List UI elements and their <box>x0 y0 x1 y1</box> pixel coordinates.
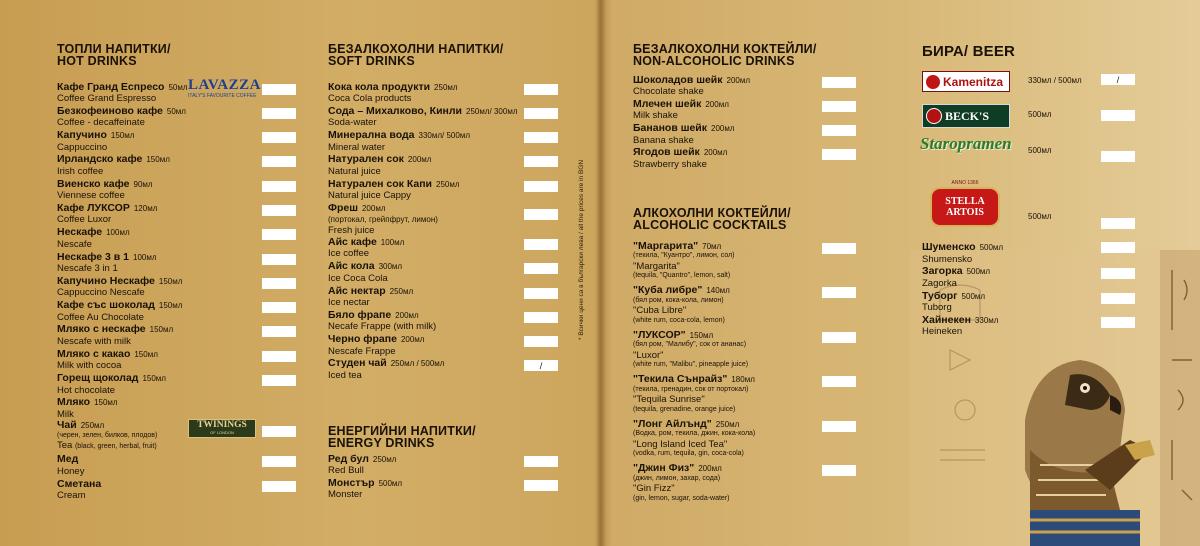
price-box[interactable] <box>1101 242 1135 253</box>
menu-item: Студен чай 250мл / 500мл Iced tea / <box>328 358 568 382</box>
menu-item: Капучино Нескафе 150мл Cappuccino Nescafe <box>57 276 307 300</box>
menu-item: Млечен шейк 200мл Milk shake <box>633 99 863 123</box>
hot-drinks-title <box>57 42 307 68</box>
prices-in-bgn-note: * Всички цени са в български лева / all the prices are in BGN <box>578 159 585 340</box>
menu-item: Шоколадов шейк 200мл Chocolate shake <box>633 75 863 99</box>
price-box[interactable] <box>524 84 558 95</box>
price-box[interactable] <box>262 456 296 467</box>
becks-volume: 500мл <box>1028 110 1052 119</box>
stella-artois-volume: 500мл <box>1028 212 1052 221</box>
menu-item: Бяло фрапе 200мл Necafe Frappe (with milk) <box>328 310 568 334</box>
price-box[interactable] <box>524 480 558 491</box>
price-box[interactable] <box>524 132 558 143</box>
cocktail-item: "Джин Физ" 200мл (джин, лимон, захар, сода) "Gin Fizz" (gin, lemon, sugar, soda-water) <box>633 463 863 508</box>
price-box[interactable] <box>262 481 296 492</box>
price-box[interactable] <box>262 302 296 313</box>
kamenitza-volume: 330мл / 500мл <box>1028 76 1082 85</box>
cocktail-item: "ЛУКСОР" 150мл (бял ром, "Малибу", сок от ананас) "Luxor" (white rum, "Malibu", pineapple juice) <box>633 330 863 375</box>
twinings-logo: TWININGS OF LONDON <box>188 419 256 438</box>
menu-item: Монстър 500мл Monster <box>328 478 568 502</box>
menu-item: Кока кола продукти 250мл Coca Cola products <box>328 82 568 106</box>
menu-item: Айс кола 300мл Ice Coca Cola <box>328 261 568 285</box>
price-box[interactable] <box>822 125 856 136</box>
menu-item: Минерална вода 330мл/ 500мл Mineral water <box>328 130 568 154</box>
menu-item: Туборг 500мл Tuborg <box>922 291 1142 315</box>
price-box[interactable] <box>822 243 856 254</box>
menu-item: Сметана Cream <box>57 479 307 503</box>
price-box[interactable] <box>822 376 856 387</box>
kamenitza-logo: Kamenitza <box>922 71 1010 92</box>
price-box[interactable] <box>262 229 296 240</box>
price-box[interactable] <box>262 181 296 192</box>
price-box[interactable] <box>262 375 296 386</box>
price-box[interactable] <box>524 156 558 167</box>
price-box[interactable] <box>1101 151 1135 162</box>
staropramen-logo: Staropramen <box>920 134 1012 153</box>
price-box[interactable] <box>822 287 856 298</box>
menu-item: Нескафе 100мл Nescafe <box>57 227 307 251</box>
menu-item: Горещ щоколад 150мл Hot chocolate <box>57 373 307 397</box>
hot-drinks-title-bg: ТОПЛИ НАПИТКИ/ <box>57 42 171 56</box>
menu-item: Кафе със шоколад 150мл Coffee Au Chocolate <box>57 300 307 324</box>
menu-item: Виенско кафе 90мл Viennese coffee <box>57 179 307 203</box>
menu-item: Нескафе 3 в 1 100мл Nescafe 3 in 1 <box>57 252 307 276</box>
price-box[interactable] <box>524 239 558 250</box>
staropramen-volume: 500мл <box>1028 146 1052 155</box>
menu-item: Кафе ЛУКСОР 120мл Coffee Luxor <box>57 203 307 227</box>
price-box[interactable] <box>1101 110 1135 121</box>
energy-drinks-section <box>328 424 568 502</box>
cocktail-item: "Маргарита" 70мл (текила, "Куантро", лимон, сол) "Margarita" (tequila, "Quantro", lemon, salt) <box>633 241 863 286</box>
stella-artois-logo: ANNO 1366 STELLA ARTOIS <box>924 180 1006 230</box>
price-box[interactable] <box>262 205 296 216</box>
menu-item: Мляко 150мл Milk <box>57 396 118 420</box>
cocktail-item: "Куба либре" 140мл (бял ром, кока-кола, лимон) "Cuba Libre" (white rum, coca-cola, lemon) <box>633 285 863 330</box>
menu-item: Натурален сок 200мл Natural juice <box>328 154 568 178</box>
price-box[interactable] <box>524 456 558 467</box>
price-box[interactable] <box>262 108 296 119</box>
cocktail-item: "Лонг Айлънд" 250мл (Водка, ром, текила, джин, кока-кола) "Long Island Iced Tea" (vodka, rum, tequila, gin, coca-cola) <box>633 419 863 464</box>
energy-drinks-title: ЕНЕРГИЙНИ НАПИТКИ/ ENERGY DRINKS <box>328 424 476 450</box>
menu-item: Мляко с какао 150мл Milk with cocoa <box>57 349 307 373</box>
price-box[interactable] <box>1101 268 1135 279</box>
price-box-split[interactable]: / <box>1101 74 1135 85</box>
price-box[interactable] <box>262 132 296 143</box>
price-box[interactable] <box>262 254 296 265</box>
non-alcoholic-title: БЕЗАЛКОХОЛНИ КОКТЕЙЛИ/ NON-ALCOHOLIC DRINKS <box>633 42 817 68</box>
menu-item: Ягодов шейк 200мл Strawberry shake <box>633 147 863 171</box>
price-box[interactable] <box>1101 293 1135 304</box>
cocktail-item: "Текила Сънрайз" 180мл (текила, гренадин, сок от портокал) "Tequila Sunrise" (tequila, grenadine, orange juice) <box>633 374 863 419</box>
page-fold <box>596 0 606 546</box>
price-box[interactable] <box>1101 218 1135 229</box>
price-box-split[interactable]: / <box>524 360 558 371</box>
menu-item: Хайнекен 330мл Heineken <box>922 315 1142 339</box>
price-box[interactable] <box>524 108 558 119</box>
menu-item: Сода – Михалково, Кинли 250мл/ 300мл Soda-water <box>328 106 568 130</box>
menu-item: Фреш 200мл (портокал, грейпфрут, лимон) Fresh juice <box>328 203 568 237</box>
menu-item: Айс кафе 100мл Ice coffee <box>328 237 568 261</box>
price-box[interactable] <box>822 77 856 88</box>
hot-drinks-title-en: HOT DRINKS <box>57 54 137 68</box>
price-box[interactable] <box>262 156 296 167</box>
price-box[interactable] <box>262 326 296 337</box>
price-box[interactable] <box>524 209 558 220</box>
menu-item: Чай 250мл (черен, зелен, билков, плодов) Tea (black, green, herbal, fruit) <box>57 420 307 454</box>
price-box[interactable] <box>524 181 558 192</box>
price-box[interactable] <box>822 465 856 476</box>
price-box[interactable] <box>822 332 856 343</box>
soft-drinks-section <box>328 42 568 383</box>
menu-item: Капучино 150мл Cappuccino <box>57 130 307 154</box>
hot-drinks-section <box>57 42 307 503</box>
menu-item: Черно фрапе 200мл Nescafe Frappe <box>328 334 568 358</box>
price-box[interactable] <box>262 351 296 362</box>
menu-item: Ред бул 250мл Red Bull <box>328 454 568 478</box>
price-box[interactable] <box>524 263 558 274</box>
menu-item: Кафе Гранд Еспресо 50мл Coffee Grand Espresso <box>57 82 307 106</box>
menu-item: Бананов шейк 200мл Banana shake <box>633 123 863 147</box>
price-box[interactable] <box>524 288 558 299</box>
price-box[interactable] <box>524 336 558 347</box>
beer-title: БИРА/ BEER <box>922 43 1016 60</box>
menu-item: Айс нектар 250мл Ice nectar <box>328 286 568 310</box>
menu-item: Ирландско кафе 150мл Irish coffee <box>57 154 307 178</box>
menu-item: Натурален сок Капи 250мл Natural juice Cappy <box>328 179 568 203</box>
alcoholic-title: АЛКОХОЛНИ КОКТЕЙЛИ/ ALCOHOLIC COCKTAILS <box>633 206 791 232</box>
lavazza-logo: LAVAZZA ITALY'S FAVOURITE COFFEE <box>188 77 261 99</box>
alcoholic-section <box>633 206 863 508</box>
price-box[interactable] <box>262 426 296 437</box>
menu-item: Мед Honey <box>57 454 307 478</box>
menu-item: Безкофеиново кафе 50мл Coffee - decaffeinate <box>57 106 307 130</box>
beer-list <box>922 242 1142 339</box>
price-box[interactable] <box>1101 317 1135 328</box>
price-box[interactable] <box>524 312 558 323</box>
non-alcoholic-section <box>633 42 863 172</box>
price-box[interactable] <box>262 278 296 289</box>
price-box[interactable] <box>822 149 856 160</box>
menu-item: Шуменско 500мл Shumensko <box>922 242 1142 266</box>
menu-item: Мляко с нескафе 150мл Nescafe with milk <box>57 324 307 348</box>
price-box[interactable] <box>822 421 856 432</box>
price-box[interactable] <box>822 101 856 112</box>
soft-drinks-title: БЕЗАЛКОХОЛНИ НАПИТКИ/ SOFT DRINKS <box>328 42 504 68</box>
price-box[interactable] <box>262 84 296 95</box>
menu-item: Загорка 500мл Zagorka <box>922 266 1142 290</box>
becks-logo: BECK'S <box>922 104 1010 128</box>
